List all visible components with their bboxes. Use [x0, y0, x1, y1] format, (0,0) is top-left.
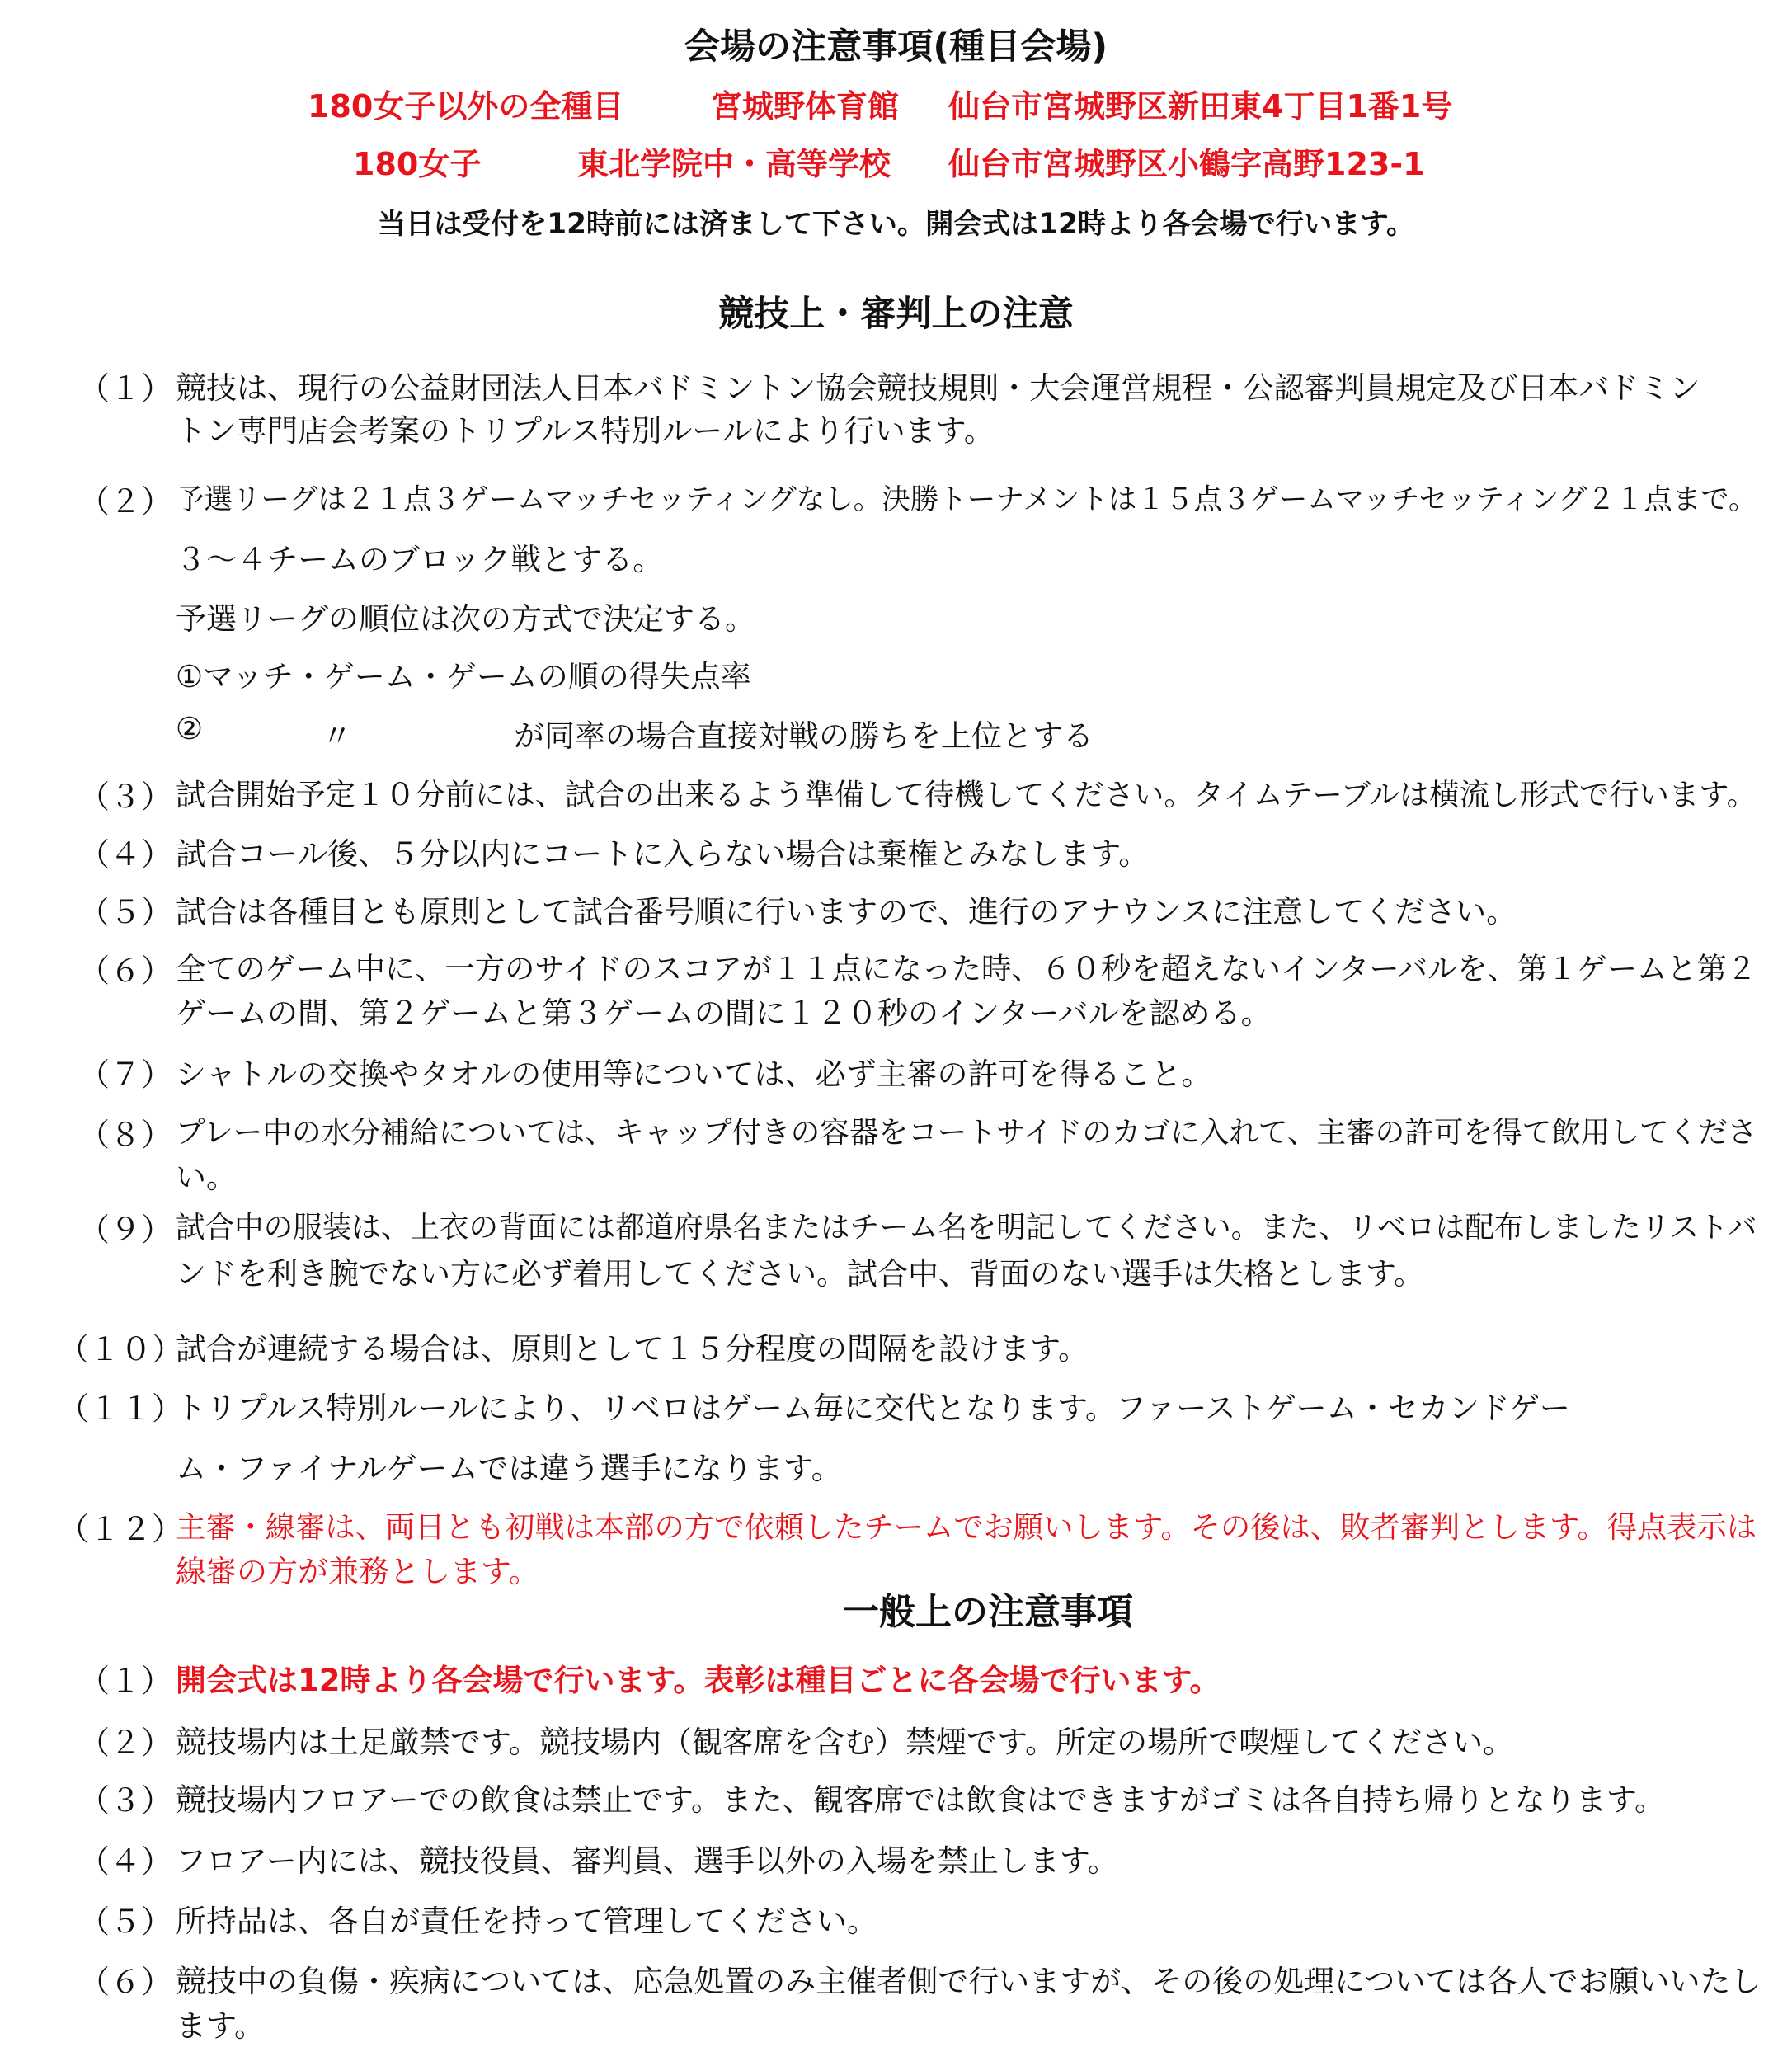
competition-item-6-number: （６） — [78, 953, 173, 989]
competition-item-11-line-2: ム・ファイナルゲームでは違う選手になります。 — [176, 1451, 842, 1486]
competition-item-11-number: （１１） — [58, 1391, 184, 1427]
competition-section-title: 競技上・審判上の注意 — [718, 294, 1074, 335]
general-item-6-line-2: ます。 — [176, 2008, 266, 2044]
venue2-event: 180女子 — [353, 146, 482, 182]
competition-item-5-number: （５） — [78, 894, 173, 930]
competition-item-2-sub2-mark: ② — [176, 711, 204, 746]
competition-item-2-sub2-text: が同率の場合直接対戦の勝ちを上位とする — [514, 718, 1094, 754]
competition-item-2-line-2: ３～４チームのブロック戦とする。 — [176, 542, 664, 577]
competition-item-8-number: （８） — [78, 1117, 173, 1153]
competition-item-6-line-1: 全てのゲーム中に、一方のサイドのスコアが１１点になった時、６０秒を超えないインターバルを、第１ゲームと第２ — [176, 951, 1757, 986]
general-item-6-line-1: 競技中の負傷・疾病については、応急処置のみ主催者側で行いますが、その後の処理については各人でお願いいたし — [176, 1964, 1761, 1999]
competition-item-6-line-2: ゲームの間、第２ゲームと第３ゲームの間に１２０秒のインターバルを認める。 — [176, 995, 1272, 1031]
competition-item-10-number: （１０） — [58, 1331, 184, 1367]
reception-notice: 当日は受付を12時前には済まして下さい。開会式は12時より各会場で行います。 — [377, 208, 1415, 241]
general-item-1-line-1: 開会式は12時より各会場で行います。表彰は種目ごとに各会場で行います。 — [176, 1663, 1221, 1698]
competition-item-3-line-1: 試合開始予定１０分前には、試合の出来るよう準備して待機してください。タイムテーブルは横流し形式で行います。 — [176, 777, 1757, 812]
competition-item-4-line-1: 試合コール後、５分以内にコートに入らない場合は棄権とみなします。 — [176, 836, 1150, 872]
general-section-title: 一般上の注意事項 — [843, 1591, 1133, 1633]
competition-item-9-line-2: ンドを利き腕でない方に必ず着用してください。試合中、背面のない選手は失格とします。 — [176, 1256, 1425, 1292]
general-item-5-line-1: 所持品は、各自が責任を持って管理してください。 — [176, 1904, 877, 1939]
general-item-4-line-1: フロアー内には、競技役員、審判員、選手以外の入場を禁止します。 — [176, 1843, 1118, 1879]
competition-item-11-line-1: トリプルス特別ルールにより、リベロはゲーム毎に交代となります。ファーストゲーム・セカンドゲー — [176, 1391, 1570, 1426]
venue-section-title: 会場の注意事項(種目会場) — [684, 26, 1108, 68]
competition-item-10-line-1: 試合が連続する場合は、原則として１５分程度の間隔を設けます。 — [176, 1331, 1089, 1367]
competition-item-12-number: （１２） — [58, 1511, 184, 1547]
ditto-mark: 〃 — [322, 718, 352, 754]
competition-item-3-number: （３） — [78, 779, 173, 815]
competition-item-8-line-1: プレー中の水分補給については、キャップ付きの容器をコートサイドのカゴに入れて、主審の許可を得て飲用してくださ — [176, 1116, 1757, 1150]
competition-item-9-line-1: 試合中の服装は、上衣の背面には都道府県名またはチーム名を明記してください。また、リベロは配布しましたリストバ — [176, 1211, 1757, 1245]
competition-item-8-line-2: い。 — [176, 1160, 237, 1195]
competition-item-12-line-1: 主審・線審は、両日とも初戦は本部の方で依頼したチームでお願いします。その後は、敗者審判とします。得点表示は — [176, 1509, 1757, 1545]
general-item-3-line-1: 競技場内フロアーでの飲食は禁止です。また、観客席では飲食はできますがゴミは各自持ち帰りとなります。 — [176, 1782, 1665, 1818]
competition-item-1-line-1: 競技は、現行の公益財団法人日本バドミントン協会競技規則・大会運営規程・公認審判員規定及び日本バドミン — [176, 370, 1700, 406]
competition-item-2-line-4: ①マッチ・ゲーム・ゲームの順の得失点率 — [176, 659, 751, 694]
competition-item-1-line-2: トン専門店会考案のトリプルス特別ルールにより行います。 — [176, 413, 995, 449]
general-item-2-line-1: 競技場内は土足厳禁です。競技場内（観客席を含む）禁煙です。所定の場所で喫煙してください。 — [176, 1725, 1514, 1760]
venue2-place: 東北学院中・高等学校 — [577, 146, 891, 182]
venue2-address: 仙台市宮城野区小鶴字高野123-1 — [948, 146, 1425, 182]
competition-item-2-line-1: 予選リーグは２１点３ゲームマッチセッティングなし。決勝トーナメントは１５点３ゲームマッチセッティング２１点まで。 — [176, 483, 1757, 516]
competition-item-9-number: （９） — [78, 1212, 173, 1248]
competition-item-2-line-3: 予選リーグの順位は次の方式で決定する。 — [176, 601, 755, 637]
venue1-place: 宮城野体育館 — [711, 88, 900, 125]
venue1-address: 仙台市宮城野区新田東4丁目1番1号 — [948, 88, 1453, 125]
competition-item-12-line-2: 線審の方が兼務とします。 — [176, 1554, 540, 1589]
competition-item-7-line-1: シャトルの交換やタオルの使用等については、必ず主審の許可を得ること。 — [176, 1057, 1212, 1092]
general-item-3-number: （３） — [78, 1782, 173, 1819]
competition-item-4-number: （４） — [78, 836, 173, 873]
general-item-4-number: （４） — [78, 1843, 173, 1880]
competition-item-5-line-1: 試合は各種目とも原則として試合番号順に行いますので、進行のアナウンスに注意してください。 — [176, 894, 1517, 929]
general-item-6-number: （６） — [78, 1964, 173, 2000]
competition-item-7-number: （７） — [78, 1057, 173, 1093]
venue1-event: 180女子以外の全種目 — [308, 88, 624, 125]
competition-item-2-number: （２） — [78, 483, 173, 520]
general-item-5-number: （５） — [78, 1904, 173, 1940]
competition-item-1-number: （１） — [78, 370, 173, 407]
general-item-2-number: （２） — [78, 1725, 173, 1761]
general-item-1-number: （１） — [78, 1663, 173, 1699]
